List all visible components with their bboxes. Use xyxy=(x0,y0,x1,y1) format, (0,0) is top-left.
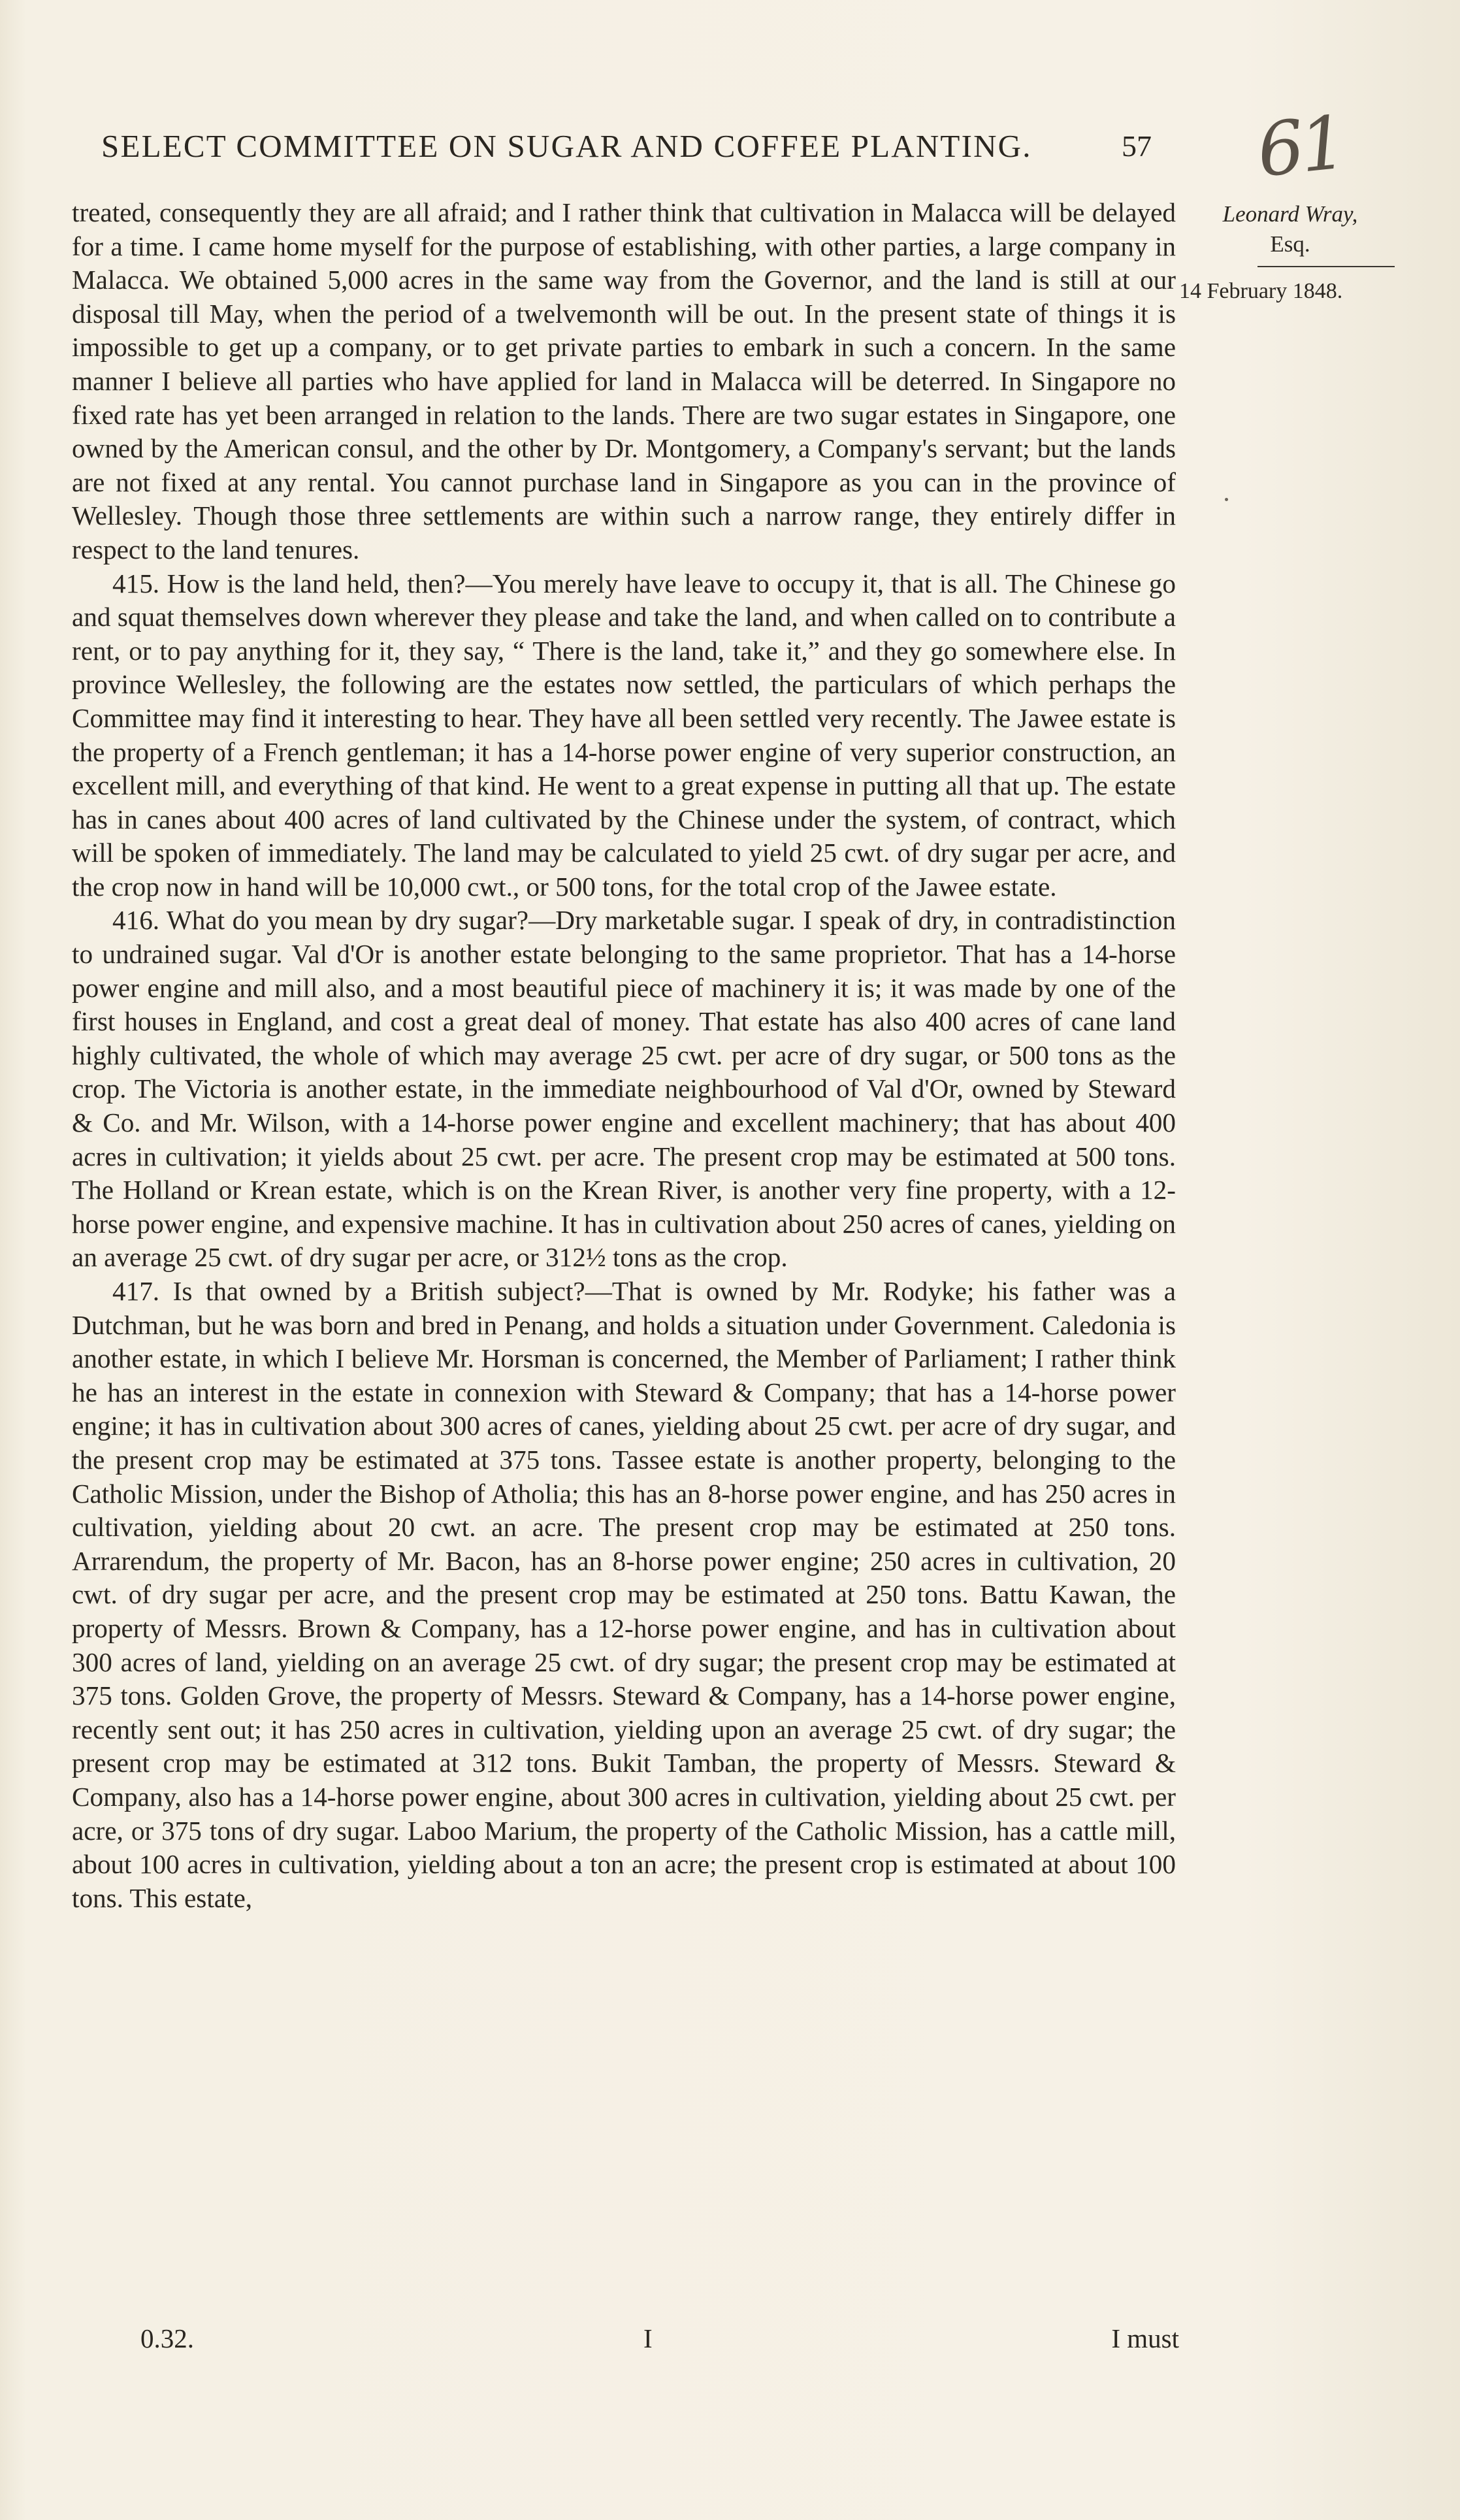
page-header xyxy=(101,127,1160,173)
ink-speck xyxy=(1225,498,1228,501)
running-title: SELECT COMMITTEE ON SUGAR AND COFFEE PLANTING. xyxy=(101,128,1032,164)
continued-paragraph: treated, consequently they are all afraid; and I rather think that cultivation in Malacca will be delayed for a time. I came home myself for the purpose of establishing, with other parties, a large company in Malacca. We obtained 5,000 acres in the same way from the Governor, and the land is still at our disposal till May, when the period of a twelvemonth will be out. In the present state of things it is impossible to get up a company, or to get private parties to embark in such a concern. In the same manner I believe all parties who have applied for land in Malacca will be deterred. In Singapore no fixed rate has yet been arranged in relation to the lands. There are two sugar estates in Singapore, one owned by the American consul, and the other by Dr. Montgomery, a Company's servant; but the lands are not fixed at any rental. You cannot purchase land in Singapore as you can in the province of Wellesley. Though those three settlements are within such a narrow range, they entirely differ in respect to the land tenures. xyxy=(72,197,1176,565)
margin-divider xyxy=(1257,266,1395,267)
testimony-date: 14 February 1848. xyxy=(1179,279,1343,303)
witness-name: Leonard Wray, xyxy=(1222,201,1358,227)
question-paragraph-416: 416. What do you mean by dry sugar?—Dry marketable sugar. I speak of dry, in contradistinction to undrained sugar. Val d'Or is another estate belonging to the same proprietor. That has a 14-horse power engine and mill also, and a most beautiful piece of machinery it is; it was made by one of the first houses in England, and cost a great deal of money. That estate has also 400 acres of cane land highly cultivated, the whole of which may average 25 cwt. per acre of dry sugar, or 500 tons as the crop. The Victoria is another estate, in the immediate neighbourhood of Val d'Or, owned by Steward & Co. and Mr. Wilson, with a 14-horse power engine and excellent machinery; that has about 400 acres in cultivation; it yields about 25 cwt. per acre. The present crop may be estimated at 500 tons. The Holland or Krean estate, which is on the Krean River, is another very fine property, with a 12-horse power engine, and expensive machine. It has in cultivation about 250 acres of canes, yielding on an average 25 cwt. of dry sugar per acre, or 312½ tons as the crop. xyxy=(72,905,1176,1273)
page-footer xyxy=(101,2323,1179,2362)
printer-signature-mark: 0.32. xyxy=(140,2323,194,2353)
handwritten-folio-number: 61 xyxy=(1253,100,1347,194)
witness-margin-note xyxy=(1179,199,1395,306)
page-number: 57 xyxy=(1122,129,1152,163)
body-text xyxy=(72,196,1176,1915)
witness-title: Esq. xyxy=(1270,231,1310,257)
sheet-mark: I xyxy=(643,2323,653,2353)
catchword: I must xyxy=(1111,2323,1179,2353)
question-paragraph-417: 417. Is that owned by a British subject?—That is owned by Mr. Rodyke; his father was a Dutchman, but he was born and bred in Penang, and holds a situation under Government. Caledonia is another estate, in which I believe Mr. Horsman is concerned, the Member of Parliament; I rather think he has an interest in the estate in connexion with Steward & Company; that has a 14-horse power engine; it has in cultivation about 300 acres of canes, yielding about 25 cwt. per acre of dry sugar, and the present crop may be estimated at 375 tons. Tassee estate is another property, belonging to the Catholic Mission, under the Bishop of Atholia; this has an 8-horse power engine, and has 250 acres in cultivation, yielding about 20 cwt. an acre. The present crop may be estimated at 250 tons. Arrarendum, the property of Mr. Bacon, has an 8-horse power engine; 250 acres in cultivation, 20 cwt. of dry sugar per acre, and the present crop may be estimated at 250 tons. Battu Kawan, the property of Messrs. Brown & Company, has a 12-horse power engine, and has in cultivation about 300 acres of land, yielding on an average 25 cwt. of dry sugar; the present crop may be estimated at 375 tons. Golden Grove, the property of Messrs. Steward & Company, has a 14-horse power engine, recently sent out; it has 250 acres in cultivation, yielding upon an average 25 cwt. of dry sugar; the present crop may be estimated at 312 tons. Bukit Tamban, the property of Messrs. Steward & Company, also has a 14-horse power engine, about 300 acres in cultivation, yielding about 25 cwt. per acre, or 375 tons of dry sugar. Laboo Marium, the property of the Catholic Mission, has a cattle mill, about 100 acres in cultivation, yielding about a ton an acre; the present crop is estimated at about 100 tons. This estate, xyxy=(72,1276,1176,1913)
question-paragraph-415: 415. How is the land held, then?—You merely have leave to occupy it, that is all. The Chinese go and squat themselves down wherever they please and take the land, and when called on to contribute a rent, or to pay anything for it, they say, “ There is the land, take it,” and they go somewhere else. In province Wellesley, the following are the estates now settled, the particulars of which perhaps the Committee may find it interesting to hear. They have all been settled very recently. The Jawee estate is the property of a French gentleman; it has a 14-horse power engine of very superior construction, an excellent mill, and everything of that kind. He went to a great expense in putting all that up. The estate has in canes about 400 acres of land cultivated by the Chinese under the system, of contract, which will be spoken of immediately. The land may be calculated to yield 25 cwt. of dry sugar per acre, and the crop now in hand will be 10,000 cwt., or 500 tons, for the total crop of the Jawee estate. xyxy=(72,568,1176,902)
